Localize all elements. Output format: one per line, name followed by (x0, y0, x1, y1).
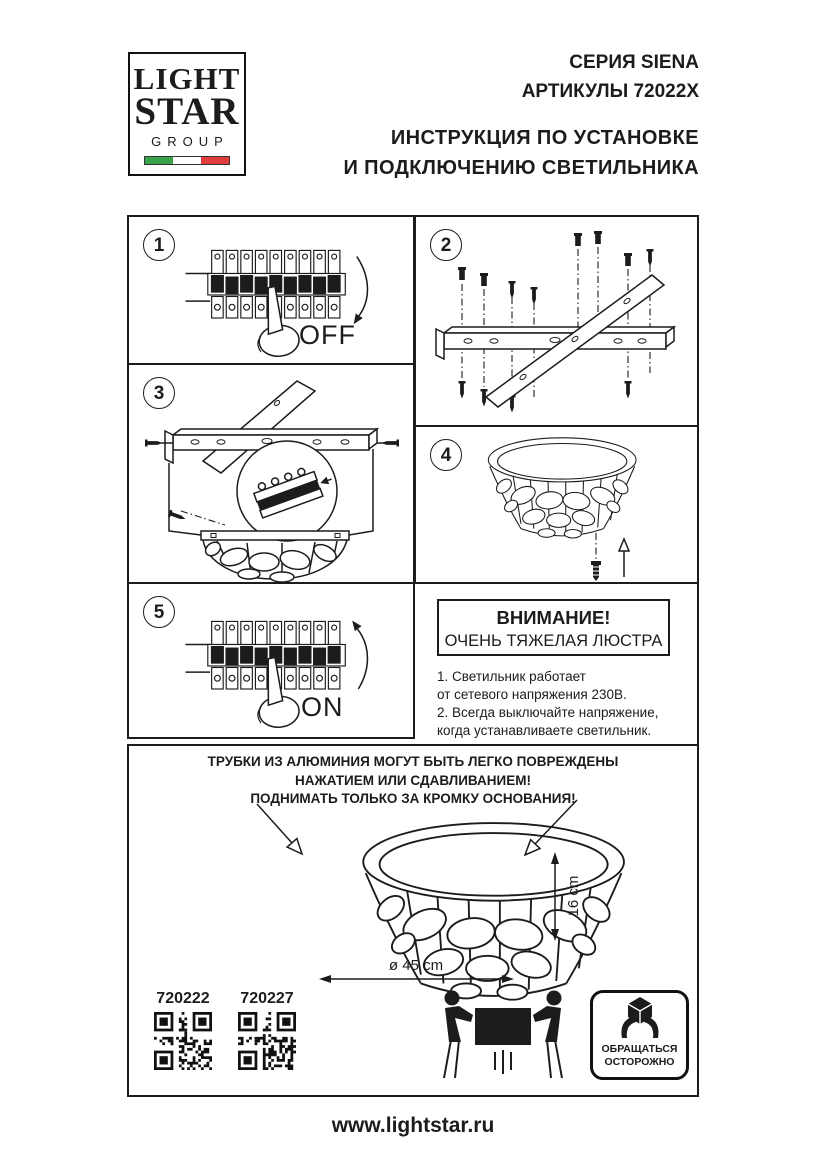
article-number-1: 720222 (156, 990, 210, 1007)
articles-title: АРТИКУЛЫ 72022X (521, 81, 699, 102)
attention-box (437, 599, 670, 656)
handling-section (127, 744, 699, 1097)
attention-subtitle: ОЧЕНЬ ТЯЖЕЛАЯ ЛЮСТРА (444, 632, 663, 650)
chandelier-dimensions-illustration (232, 792, 612, 992)
anchor-icon (624, 253, 632, 266)
mounting-bracket-illustration (428, 229, 690, 417)
lightstar-logo (128, 52, 246, 176)
instruction-title-line1: ИНСТРУКЦИЯ ПО УСТАНОВКЕ (390, 127, 699, 149)
lift-with-two-people-icon (439, 988, 567, 1084)
step-3-number: 3 (143, 377, 175, 409)
screw-icon (591, 561, 601, 581)
anchor-icon (480, 273, 488, 286)
anchor-icon (458, 267, 466, 280)
step-5-number: 5 (143, 596, 175, 628)
step-5-panel (127, 582, 415, 739)
anchor-icon (574, 233, 582, 246)
qr-code-720222 (154, 1012, 212, 1070)
arrow-up-head-icon (619, 539, 629, 551)
lift-icon-text-line1: ПОДНИМАТЬ (477, 1017, 529, 1026)
logo-word-light: LIGHT (133, 61, 241, 96)
article-number-2: 720227 (240, 990, 294, 1007)
note-line: от сетевого напряжения 230В. (437, 687, 627, 702)
instruction-title (343, 123, 699, 183)
arrow-up-head-icon (352, 621, 361, 632)
care-icon-text-line1: ОБРАЩАТЬСЯ (601, 1043, 678, 1055)
qr-code-720227 (238, 1012, 296, 1070)
step-4-panel (414, 425, 699, 584)
note-line: когда устанавливаете светильник. (437, 723, 652, 738)
attention-notes (437, 668, 687, 740)
height-dimension-label: 16 cm (565, 875, 582, 917)
header-titles (343, 48, 699, 183)
step-2-number: 2 (430, 229, 462, 261)
instruction-title-line2: И ПОДКЛЮЧЕНИЮ СВЕТИЛЬНИКА (343, 157, 699, 179)
warning-line: ПОДНИМАТЬ ТОЛЬКО ЗА КРОМКУ ОСНОВАНИЯ! (250, 791, 576, 806)
screw-icon (531, 287, 538, 305)
step-4-number: 4 (430, 439, 462, 471)
attention-section (414, 584, 699, 744)
on-label: ON (301, 692, 344, 722)
arrow-up-shaft (358, 629, 368, 689)
screw-icon (625, 381, 632, 399)
step-1-number: 1 (143, 229, 175, 261)
step-2-panel (414, 215, 699, 427)
logo-word-group: GROUP (151, 134, 229, 149)
step-1-panel (127, 215, 415, 365)
handle-with-care-icon (590, 990, 689, 1080)
website-url: www.lightstar.ru (331, 1114, 495, 1137)
logo-word-star: STAR (134, 90, 240, 133)
pointer-arrow-left-shaft (257, 804, 292, 843)
chandelier-icon (488, 438, 636, 538)
note-line: 2. Всегда выключайте напряжение, (437, 705, 659, 720)
off-label: OFF (299, 320, 356, 350)
italy-flag-icon (144, 156, 230, 165)
note-line: 1. Светильник работает (437, 669, 586, 684)
circuit-breaker-on-illustration (184, 606, 376, 729)
warning-line: НАЖАТИЕМ ИЛИ СДАВЛИВАНИЕМ! (295, 772, 531, 788)
anchor-icon (594, 231, 602, 244)
wiring-and-mounting-illustration (137, 381, 407, 579)
screw-icon (459, 381, 466, 399)
step-3-panel (127, 363, 415, 584)
screw-icon (382, 440, 400, 447)
screw-icon (509, 281, 516, 299)
assembled-chandelier-illustration (464, 435, 709, 583)
warning-line: ТРУБКИ ИЗ АЛЮМИНИЯ МОГУТ БЫТЬ ЛЕГКО ПОВРЕЖДЕНЫ (207, 754, 619, 769)
diameter-dimension-label: ø 45 cm (388, 957, 444, 974)
series-title: СЕРИЯ SIENA (569, 52, 699, 73)
hands-holding-box-glyph (612, 996, 668, 1038)
screw-icon (145, 440, 163, 447)
screw-icon (647, 249, 654, 267)
lift-icon-text-line2: ВДВОЕМ (485, 1027, 521, 1036)
arrow-down-shaft (357, 257, 368, 316)
attention-title: ВНИМАНИЕ! (496, 607, 611, 628)
care-icon-text-line2: ОСТОРОЖНО (604, 1056, 675, 1068)
